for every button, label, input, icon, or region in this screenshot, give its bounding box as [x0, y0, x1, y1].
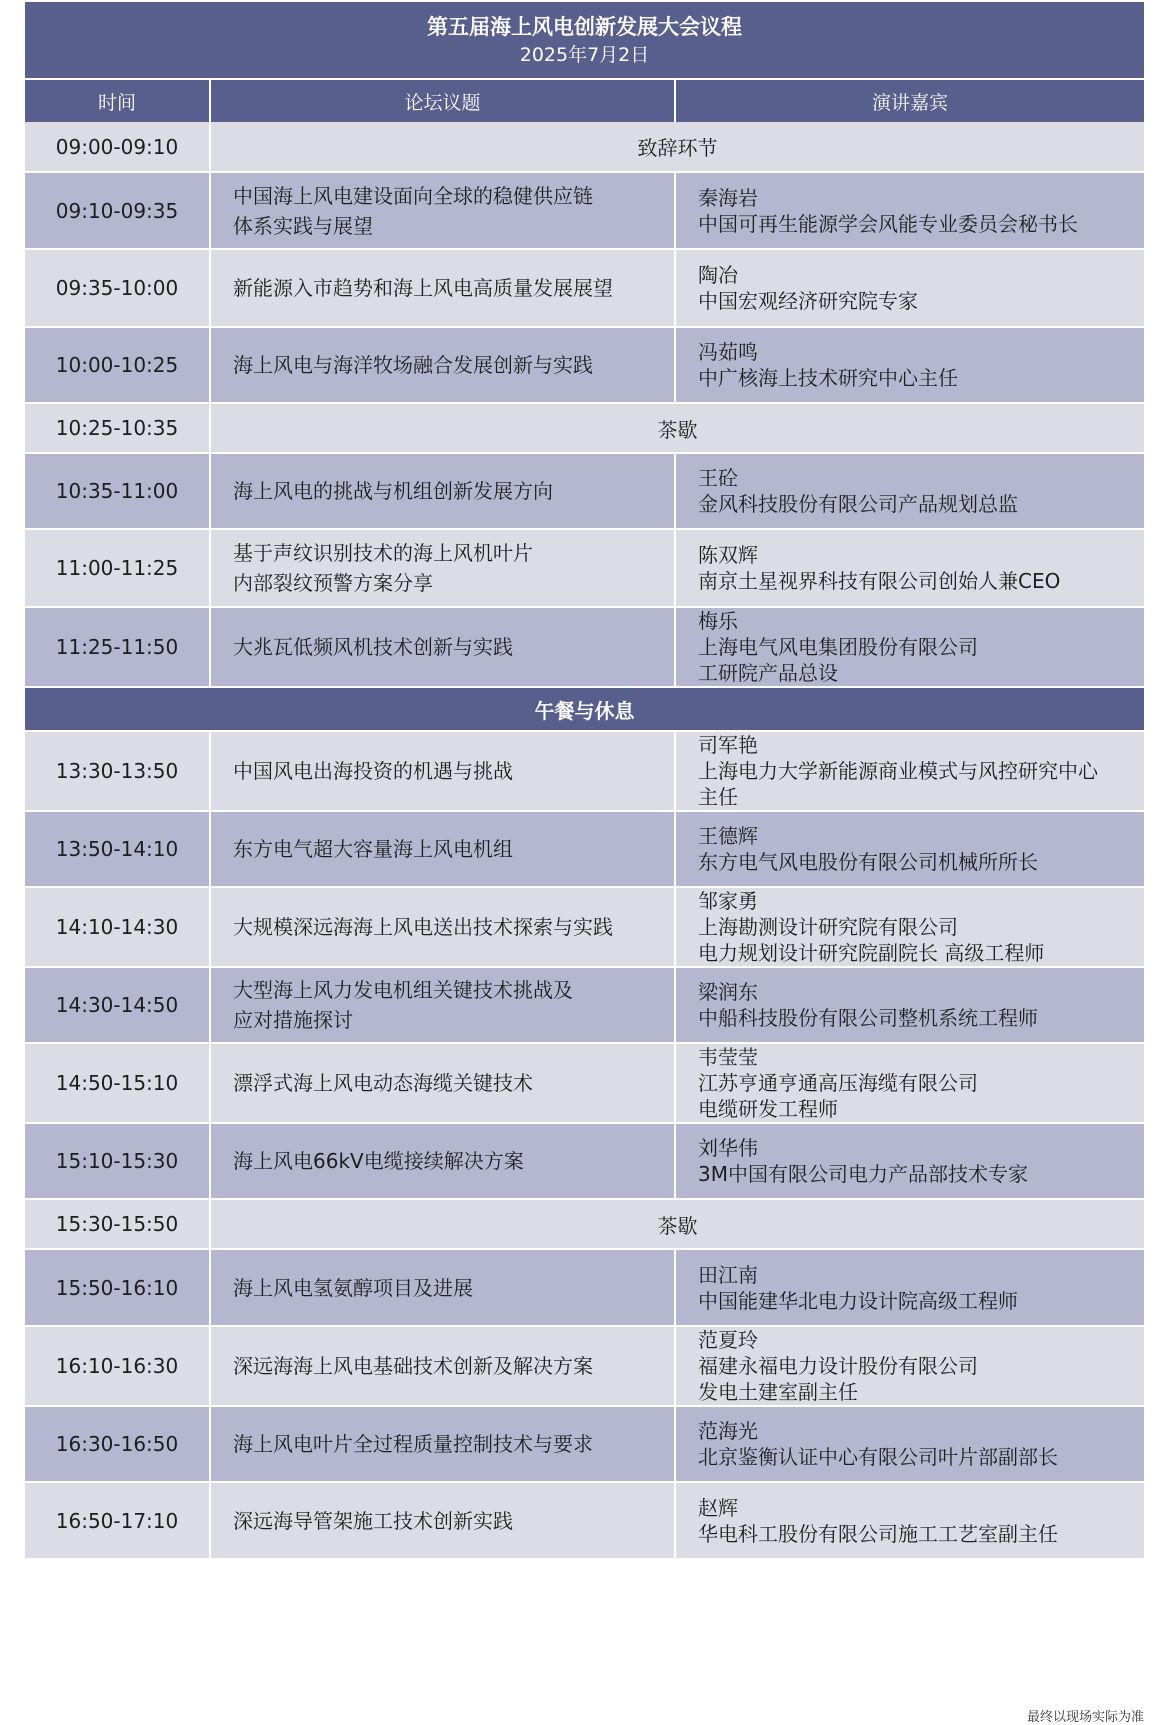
speaker-affiliation: 电缆研发工程师	[698, 1097, 838, 1121]
session-speaker	[675, 1043, 1144, 1123]
topic-line: 内部裂纹预警方案分享	[233, 571, 433, 595]
session-speaker	[675, 1123, 1144, 1199]
session-speaker	[675, 1482, 1144, 1559]
session-time: 15:50-16:10	[25, 1249, 210, 1326]
speaker-affiliation: 上海电气风电集团股份有限公司	[698, 635, 978, 659]
session-speaker	[675, 172, 1144, 249]
break-label: 茶歇	[210, 403, 1144, 453]
speaker-affiliation: 华电科工股份有限公司施工工艺室副主任	[698, 1521, 1058, 1546]
topic-line: 深远海导管架施工技术创新实践	[233, 1508, 513, 1533]
session-time: 13:30-13:50	[25, 731, 210, 811]
topic-line: 漂浮式海上风电动态海缆关键技术	[233, 1071, 533, 1095]
session-topic	[210, 1123, 675, 1199]
session-time: 16:30-16:50	[25, 1406, 210, 1482]
session-time: 15:30-15:50	[25, 1199, 210, 1249]
topic-line: 海上风电与海洋牧场融合发展创新与实践	[233, 353, 593, 377]
session-topic	[210, 1482, 675, 1559]
speaker-name: 邹家勇	[698, 889, 758, 913]
header-speaker: 演讲嘉宾	[675, 80, 1144, 122]
topic-line: 大规模深远海海上风电送出技术探索与实践	[233, 915, 613, 939]
agenda-row	[25, 1043, 1144, 1123]
session-time: 09:35-10:00	[25, 249, 210, 327]
topic-line: 海上风电氢氨醇项目及进展	[233, 1275, 473, 1300]
session-time: 14:10-14:30	[25, 887, 210, 967]
speaker-affiliation: 中广核海上技术研究中心主任	[698, 366, 958, 390]
speaker-affiliation: 东方电气风电股份有限公司机械所所长	[698, 850, 1038, 874]
session-speaker	[675, 327, 1144, 403]
session-topic	[210, 887, 675, 967]
session-time: 14:50-15:10	[25, 1043, 210, 1123]
topic-line: 深远海海上风电基础技术创新及解决方案	[233, 1354, 593, 1378]
session-speaker	[675, 967, 1144, 1043]
session-topic	[210, 1043, 675, 1123]
topic-line: 基于声纹识别技术的海上风机叶片	[233, 541, 533, 565]
session-time: 16:10-16:30	[25, 1326, 210, 1406]
speaker-name: 梅乐	[698, 609, 738, 633]
agenda-row	[25, 453, 1144, 529]
header-row	[25, 80, 1144, 122]
session-topic	[210, 811, 675, 887]
lunch-row	[25, 687, 1144, 731]
agenda-body	[25, 122, 1144, 1559]
speaker-affiliation: 电力规划设计研究院副院长 高级工程师	[698, 941, 1045, 965]
agenda-row	[25, 1123, 1144, 1199]
agenda-date: 2025年7月2日	[519, 44, 650, 66]
speaker-affiliation: 金风科技股份有限公司产品规划总监	[698, 492, 1018, 516]
speaker-name: 王砼	[698, 466, 738, 490]
session-topic	[210, 1406, 675, 1482]
session-time: 15:10-15:30	[25, 1123, 210, 1199]
session-topic	[210, 1326, 675, 1406]
session-speaker	[675, 1326, 1144, 1406]
topic-line: 海上风电的挑战与机组创新发展方向	[233, 479, 553, 503]
topic-line: 新能源入市趋势和海上风电高质量发展展望	[233, 276, 613, 300]
break-row	[25, 122, 1144, 172]
topic-line: 海上风电66kV电缆接续解决方案	[233, 1149, 524, 1173]
speaker-affiliation: 工研院产品总设	[698, 661, 838, 685]
session-topic	[210, 529, 675, 607]
topic-line: 大型海上风力发电机组关键技术挑战及	[233, 978, 573, 1002]
session-topic	[210, 453, 675, 529]
session-time: 14:30-14:50	[25, 967, 210, 1043]
session-topic	[210, 607, 675, 687]
agenda-row	[25, 967, 1144, 1043]
speaker-name: 司军艳	[698, 733, 758, 757]
session-speaker	[675, 1406, 1144, 1482]
speaker-name: 范夏玲	[698, 1328, 758, 1352]
speaker-affiliation: 中国宏观经济研究院专家	[698, 289, 918, 313]
agenda-row	[25, 731, 1144, 811]
speaker-affiliation: 江苏亨通亨通高压海缆有限公司	[698, 1071, 978, 1095]
speaker-name: 韦莹莹	[698, 1045, 758, 1069]
agenda-row	[25, 1326, 1144, 1406]
session-time: 09:00-09:10	[25, 122, 210, 172]
speaker-name: 田江南	[698, 1262, 758, 1287]
session-time: 16:50-17:10	[25, 1482, 210, 1559]
session-topic	[210, 327, 675, 403]
session-speaker	[675, 887, 1144, 967]
agenda-row	[25, 529, 1144, 607]
agenda-row	[25, 327, 1144, 403]
speaker-name: 冯茹鸣	[698, 340, 758, 364]
session-speaker	[675, 811, 1144, 887]
agenda-row	[25, 249, 1144, 327]
session-time: 10:25-10:35	[25, 403, 210, 453]
speaker-name: 王德辉	[698, 824, 758, 848]
speaker-name: 刘华伟	[698, 1136, 758, 1160]
header-topic: 论坛议题	[210, 80, 675, 122]
session-topic	[210, 731, 675, 811]
agenda-title-bar	[25, 2, 1144, 80]
session-time: 10:35-11:00	[25, 453, 210, 529]
session-speaker	[675, 453, 1144, 529]
break-label: 致辞环节	[210, 122, 1144, 172]
speaker-affiliation: 北京鉴衡认证中心有限公司叶片部副部长	[698, 1445, 1058, 1469]
speaker-affiliation: 上海电力大学新能源商业模式与风控研究中心	[698, 759, 1098, 783]
session-time: 10:00-10:25	[25, 327, 210, 403]
session-time: 13:50-14:10	[25, 811, 210, 887]
session-topic	[210, 1249, 675, 1326]
speaker-affiliation: 发电土建室副主任	[698, 1380, 858, 1404]
break-row	[25, 1199, 1144, 1249]
topic-line: 大兆瓦低频风机技术创新与实践	[233, 635, 513, 659]
speaker-name: 秦海岩	[698, 185, 758, 210]
speaker-name: 陈双辉	[698, 543, 758, 567]
speaker-affiliation: 中国可再生能源学会风能专业委员会秘书长	[698, 211, 1078, 236]
session-topic	[210, 967, 675, 1043]
agenda-row	[25, 1249, 1144, 1326]
speaker-name: 范海光	[698, 1419, 758, 1443]
speaker-affiliation: 南京土星视界科技有限公司创始人兼CEO	[698, 569, 1061, 593]
speaker-affiliation: 上海勘测设计研究院有限公司	[698, 915, 958, 939]
speaker-affiliation: 主任	[698, 785, 738, 809]
session-speaker	[675, 249, 1144, 327]
session-time: 11:00-11:25	[25, 529, 210, 607]
session-speaker	[675, 607, 1144, 687]
speaker-name: 陶冶	[698, 263, 738, 287]
agenda-title: 第五届海上风电创新发展大会议程	[427, 15, 742, 39]
topic-line: 东方电气超大容量海上风电机组	[233, 837, 513, 861]
agenda-row	[25, 172, 1144, 249]
agenda-sheet	[25, 2, 1144, 1560]
topic-line: 体系实践与展望	[233, 213, 373, 238]
break-row	[25, 403, 1144, 453]
agenda-row	[25, 887, 1144, 967]
agenda-row	[25, 1406, 1144, 1482]
session-topic	[210, 172, 675, 249]
agenda-row	[25, 811, 1144, 887]
speaker-affiliation: 福建永福电力设计股份有限公司	[698, 1354, 978, 1378]
speaker-affiliation: 3M中国有限公司电力产品部技术专家	[698, 1162, 1028, 1186]
session-time: 11:25-11:50	[25, 607, 210, 687]
topic-line: 海上风电叶片全过程质量控制技术与要求	[233, 1432, 593, 1456]
session-speaker	[675, 529, 1144, 607]
break-label: 茶歇	[210, 1199, 1144, 1249]
agenda-row	[25, 1482, 1144, 1559]
session-speaker	[675, 731, 1144, 811]
footnote: 最终以现场实际为准	[1026, 1710, 1144, 1725]
agenda-table	[25, 80, 1144, 1560]
speaker-name: 梁润东	[698, 980, 758, 1004]
lunch-label: 午餐与休息	[25, 687, 1144, 731]
speaker-affiliation: 中国能建华北电力设计院高级工程师	[698, 1288, 1018, 1313]
topic-line: 中国风电出海投资的机遇与挑战	[233, 759, 513, 783]
agenda-row	[25, 607, 1144, 687]
topic-line: 应对措施探讨	[233, 1008, 353, 1032]
session-speaker	[675, 1249, 1144, 1326]
speaker-affiliation: 中船科技股份有限公司整机系统工程师	[698, 1006, 1038, 1030]
header-time: 时间	[25, 80, 210, 122]
session-time: 09:10-09:35	[25, 172, 210, 249]
session-topic	[210, 249, 675, 327]
speaker-name: 赵辉	[698, 1495, 738, 1520]
topic-line: 中国海上风电建设面向全球的稳健供应链	[233, 183, 593, 208]
